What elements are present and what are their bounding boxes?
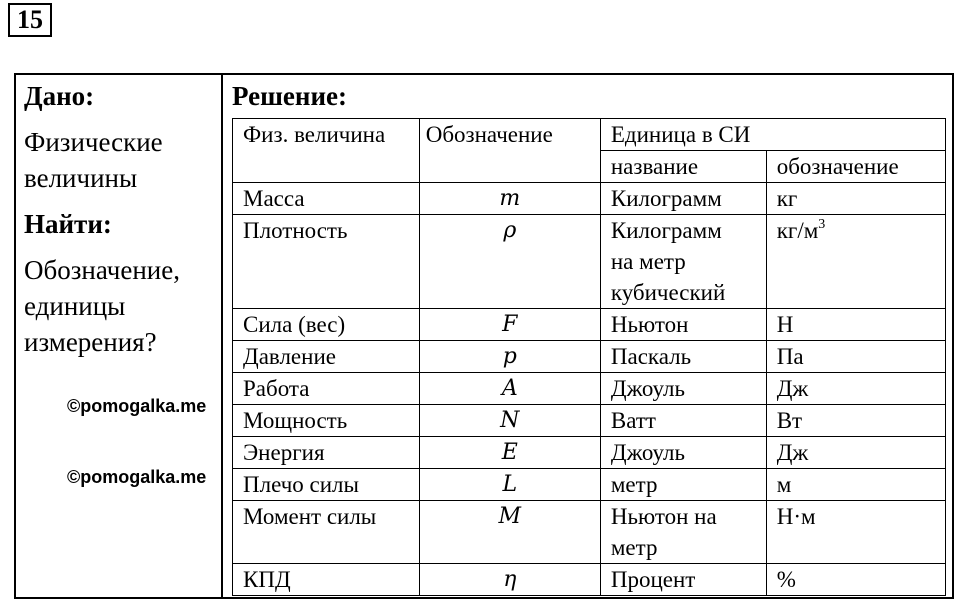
unit-symbol-text: Н [776, 312, 794, 337]
table-row [233, 437, 946, 469]
quantity-cell: Сила (вес) [233, 309, 420, 341]
unit-name-line: Паскаль [610, 344, 692, 369]
unit-symbol-text: Вт [776, 408, 803, 433]
symbol-cell: ρ [419, 215, 600, 309]
unit-name-line: метр [610, 535, 658, 560]
given-text-line: величины [24, 163, 138, 193]
table-row [233, 183, 946, 215]
given-text-line: Физические [24, 127, 163, 157]
unit-name-line: Килограмм [610, 218, 722, 243]
unit-name-cell [600, 469, 766, 501]
unit-name-line: на метр [610, 249, 686, 274]
unit-name-line: Килограмм [610, 186, 722, 211]
table-row [233, 564, 946, 596]
unit-name-line: кубический [610, 280, 726, 305]
unit-symbol-text: кг [776, 186, 798, 211]
unit-symbol-text: Па [776, 344, 804, 369]
header-unit-name: название [600, 151, 766, 183]
quantity-cell: Мощность [233, 405, 420, 437]
symbol-cell: M [419, 501, 600, 564]
unit-symbol-cell [766, 309, 945, 341]
unit-name-cell [600, 309, 766, 341]
table-row [233, 215, 946, 309]
unit-symbol-text: % [776, 567, 796, 592]
unit-name-cell [600, 501, 766, 564]
header-unit-symbol: обозначение [766, 151, 945, 183]
symbol-cell: A [419, 373, 600, 405]
quantity-cell: Масса [233, 183, 420, 215]
quantity-cell: КПД [233, 564, 420, 596]
solution-heading: Решение: [232, 81, 347, 111]
table-header-row [233, 119, 946, 151]
unit-symbol-cell [766, 469, 945, 501]
unit-symbol-text: кг/м [776, 218, 819, 243]
symbol-cell: p [419, 341, 600, 373]
unit-symbol-cell [766, 373, 945, 405]
unit-name-line: Ватт [610, 408, 656, 433]
quantities-table [232, 118, 946, 596]
unit-name-line: Ньютон на [610, 504, 717, 529]
find-text-line: измерения? [24, 327, 157, 357]
unit-symbol-cell [766, 215, 945, 309]
symbol-cell: N [419, 405, 600, 437]
unit-symbol-cell [766, 437, 945, 469]
unit-name-line: Джоуль [610, 376, 685, 401]
unit-symbol-cell [766, 564, 945, 596]
quantity-cell: Момент силы [233, 501, 420, 564]
column-divider [221, 73, 223, 599]
table-row [233, 309, 946, 341]
header-quantity: Физ. величина [233, 119, 420, 183]
unit-name-cell [600, 405, 766, 437]
table-row [233, 373, 946, 405]
table-row [233, 469, 946, 501]
watermark: ©pomogalka.me [67, 396, 207, 416]
given-column [24, 78, 216, 360]
watermark: ©pomogalka.me [67, 467, 207, 487]
unit-symbol-cell [766, 341, 945, 373]
quantity-cell: Плотность [233, 215, 420, 309]
unit-name-line: метр [610, 472, 658, 497]
quantity-cell: Энергия [233, 437, 420, 469]
unit-symbol-text: Н·м [776, 504, 816, 529]
unit-symbol-text: Дж [776, 376, 809, 401]
unit-name-line: Процент [610, 567, 696, 592]
table-row [233, 405, 946, 437]
quantity-cell: Работа [233, 373, 420, 405]
unit-name-cell [600, 183, 766, 215]
quantity-cell: Давление [233, 341, 420, 373]
unit-name-line: Ньютон [610, 312, 689, 337]
unit-symbol-superscript: 3 [818, 217, 826, 232]
unit-name-line: Джоуль [610, 440, 685, 465]
symbol-cell: L [419, 469, 600, 501]
header-unit-group: Единица в СИ [600, 119, 945, 151]
symbol-cell: m [419, 183, 600, 215]
find-text-line: единицы [24, 291, 126, 321]
unit-name-cell [600, 437, 766, 469]
unit-symbol-cell [766, 183, 945, 215]
find-text-line: Обозначение, [24, 255, 180, 285]
symbol-cell: η [419, 564, 600, 596]
unit-symbol-text: Дж [776, 440, 809, 465]
header-symbol: Обозначение [419, 119, 600, 183]
table-row [233, 341, 946, 373]
unit-name-cell [600, 373, 766, 405]
symbol-cell: E [419, 437, 600, 469]
find-heading: Найти: [24, 209, 112, 239]
given-heading: Дано: [24, 81, 95, 111]
unit-symbol-cell [766, 501, 945, 564]
unit-name-cell [600, 341, 766, 373]
unit-symbol-text: м [776, 472, 792, 497]
task-number-badge: 15 [8, 3, 52, 37]
quantity-cell: Плечо силы [233, 469, 420, 501]
unit-name-cell [600, 215, 766, 309]
symbol-cell: F [419, 309, 600, 341]
unit-name-cell [600, 564, 766, 596]
unit-symbol-cell [766, 405, 945, 437]
table-row [233, 501, 946, 564]
